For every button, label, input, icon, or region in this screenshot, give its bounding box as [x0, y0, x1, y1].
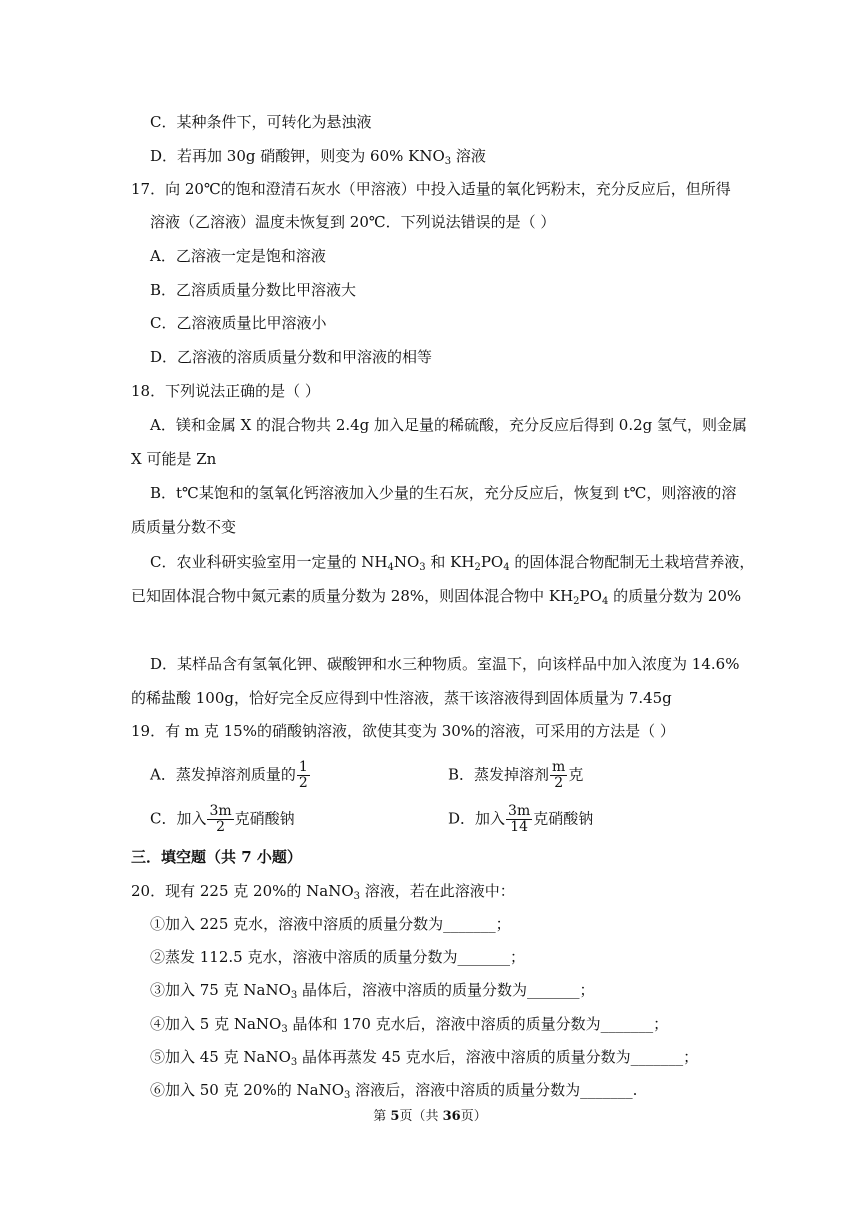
- q18-option-a-line2: X 可能是 Zn: [131, 450, 217, 468]
- q18-option-c-line1: [150, 552, 754, 578]
- subscript: 3: [444, 156, 452, 167]
- text: A．蒸发掉溶剂质量的: [150, 765, 296, 784]
- text: 和 KH: [425, 553, 475, 571]
- subscript: 3: [281, 1024, 288, 1035]
- subscript: 4: [387, 562, 394, 573]
- q20-stem: [131, 881, 515, 907]
- q19-option-c: [150, 804, 295, 835]
- q18-option-b-line1: B．t℃某饱和的氢氧化钙溶液加入少量的生石灰，充分反应后，恢复到 t℃，则溶液的溶: [150, 484, 737, 502]
- q19-option-d: [448, 804, 593, 835]
- q20-item-6: [150, 1080, 637, 1106]
- q20-item-5: [150, 1047, 698, 1073]
- text: PO: [480, 553, 504, 571]
- subscript: 3: [344, 1090, 351, 1101]
- text: 页（共: [399, 1109, 443, 1124]
- fraction-numerator: m: [552, 759, 566, 775]
- q17-option-b: B．乙溶质质量分数比甲溶液大: [150, 281, 357, 299]
- q17-stem-line2: 溶液（乙溶液）温度未恢复到 20℃．下列说法错误的是（ ）: [150, 213, 556, 231]
- q17-stem-line1: 17．向 20℃的饱和澄清石灰水（甲溶液）中投入适量的氧化钙粉末，充分反应后，但所得: [131, 180, 731, 198]
- q20-item-1: ①加入 225 克水，溶液中溶质的质量分数为_______；: [150, 915, 511, 933]
- fraction-denominator: 2: [216, 819, 226, 835]
- page-total: 36: [442, 1109, 461, 1124]
- text: 晶体和 170 克水后，溶液中溶质的质量分数为_______；: [287, 1015, 669, 1033]
- text: 的固体混合物配制无土栽培营养液，: [509, 553, 755, 571]
- subscript: 3: [290, 990, 298, 1001]
- text: 页）: [460, 1109, 487, 1124]
- text: ③加入 75 克 NaNO: [150, 981, 291, 999]
- text: 的质量分数为 20%: [608, 587, 742, 605]
- q18-option-b-line2: 质质量分数不变: [131, 518, 237, 536]
- fraction-denominator: 2: [554, 775, 564, 791]
- q18-stem: 18．下列说法正确的是（ ）: [131, 382, 320, 400]
- fraction: [506, 804, 532, 835]
- q16-option-d-text-2: 溶液: [451, 147, 486, 165]
- q17-option-d: D．乙溶液的溶质质量分数和甲溶液的相等: [150, 348, 433, 366]
- q17-option-c: C．乙溶液质量比甲溶液小: [150, 314, 327, 332]
- fraction-denominator: 14: [510, 819, 529, 835]
- text: 晶体再蒸发 45 克水后，溶液中溶质的质量分数为_______；: [297, 1048, 699, 1066]
- text: ⑥加入 50 克 20%的 NaNO: [150, 1081, 344, 1099]
- text: C．农业科研实验室用一定量的 NH: [150, 553, 388, 571]
- q18-option-a-line1: A．镁和金属 X 的混合物共 2.4g 加入足量的稀硫酸，充分反应后得到 0.2g 氢气，则金属: [150, 416, 748, 434]
- q17-option-a: A．乙溶液一定是饱和溶液: [150, 247, 326, 265]
- fraction: [297, 760, 310, 791]
- subscript: 2: [573, 596, 580, 607]
- q16-option-c: C．某种条件下，可转化为悬浊液: [150, 113, 372, 131]
- section-heading: 三．填空题（共 7 小题）: [131, 848, 302, 866]
- fraction: [207, 804, 233, 835]
- text: 20．现有 225 克 20%的 NaNO: [131, 882, 354, 900]
- q18-option-c-line2: [131, 586, 741, 612]
- text: 克硝酸钠: [234, 809, 295, 828]
- q19-option-a: [150, 760, 311, 791]
- text: NO: [393, 553, 420, 571]
- fraction: [550, 760, 567, 791]
- text: 克硝酸钠: [533, 809, 594, 828]
- q16-option-d-text: D．若再加 30g 硝酸钾，则变为 60% KNO: [150, 147, 445, 165]
- text: 克: [568, 765, 584, 784]
- text: D．加入: [448, 809, 506, 828]
- text: ⑤加入 45 克 NaNO: [150, 1048, 291, 1066]
- text: 溶液后，溶液中溶质的质量分数为_______.: [350, 1081, 638, 1099]
- q20-item-2: ②蒸发 112.5 克水，溶液中溶质的质量分数为_______；: [150, 948, 525, 966]
- text: 溶液，若在此溶液中：: [360, 882, 515, 900]
- page-footer: [0, 1107, 860, 1127]
- text: 已知固体混合物中氮元素的质量分数为 28%，则固体混合物中 KH: [131, 587, 574, 605]
- fraction-numerator: 3m: [209, 803, 232, 819]
- q18-option-d-line2: 的稀盐酸 100g，恰好完全反应得到中性溶液，蒸干该溶液得到固体质量为 7.45g: [131, 689, 672, 707]
- text: PO: [579, 587, 602, 605]
- q18-option-d-line1: D．某样品含有氢氧化钾、碳酸钾和水三种物质。室温下，向该样品中加入浓度为 14.6%: [150, 655, 740, 673]
- text: 第: [373, 1109, 391, 1124]
- q19-stem: 19．有 m 克 15%的硝酸钠溶液，欲使其变为 30%的溶液，可采用的方法是（ ）: [131, 722, 675, 740]
- page-number: 5: [390, 1109, 400, 1124]
- subscript: 3: [419, 562, 426, 573]
- fraction-numerator: 1: [298, 759, 308, 775]
- subscript: 2: [474, 562, 481, 573]
- q16-option-d: [150, 146, 486, 172]
- text: ④加入 5 克 NaNO: [150, 1015, 282, 1033]
- q20-item-3: [150, 980, 595, 1006]
- q20-item-4: [150, 1014, 668, 1040]
- fraction-numerator: 3m: [508, 803, 531, 819]
- text: C．加入: [150, 809, 207, 828]
- subscript: 3: [290, 1057, 298, 1068]
- text: B．蒸发掉溶剂: [448, 765, 550, 784]
- subscript: 4: [503, 562, 510, 573]
- fraction-denominator: 2: [298, 775, 308, 791]
- text: 晶体后，溶液中溶质的质量分数为_______；: [297, 981, 595, 999]
- subscript: 3: [353, 891, 360, 902]
- subscript: 4: [601, 596, 609, 607]
- q19-option-b: [448, 760, 583, 791]
